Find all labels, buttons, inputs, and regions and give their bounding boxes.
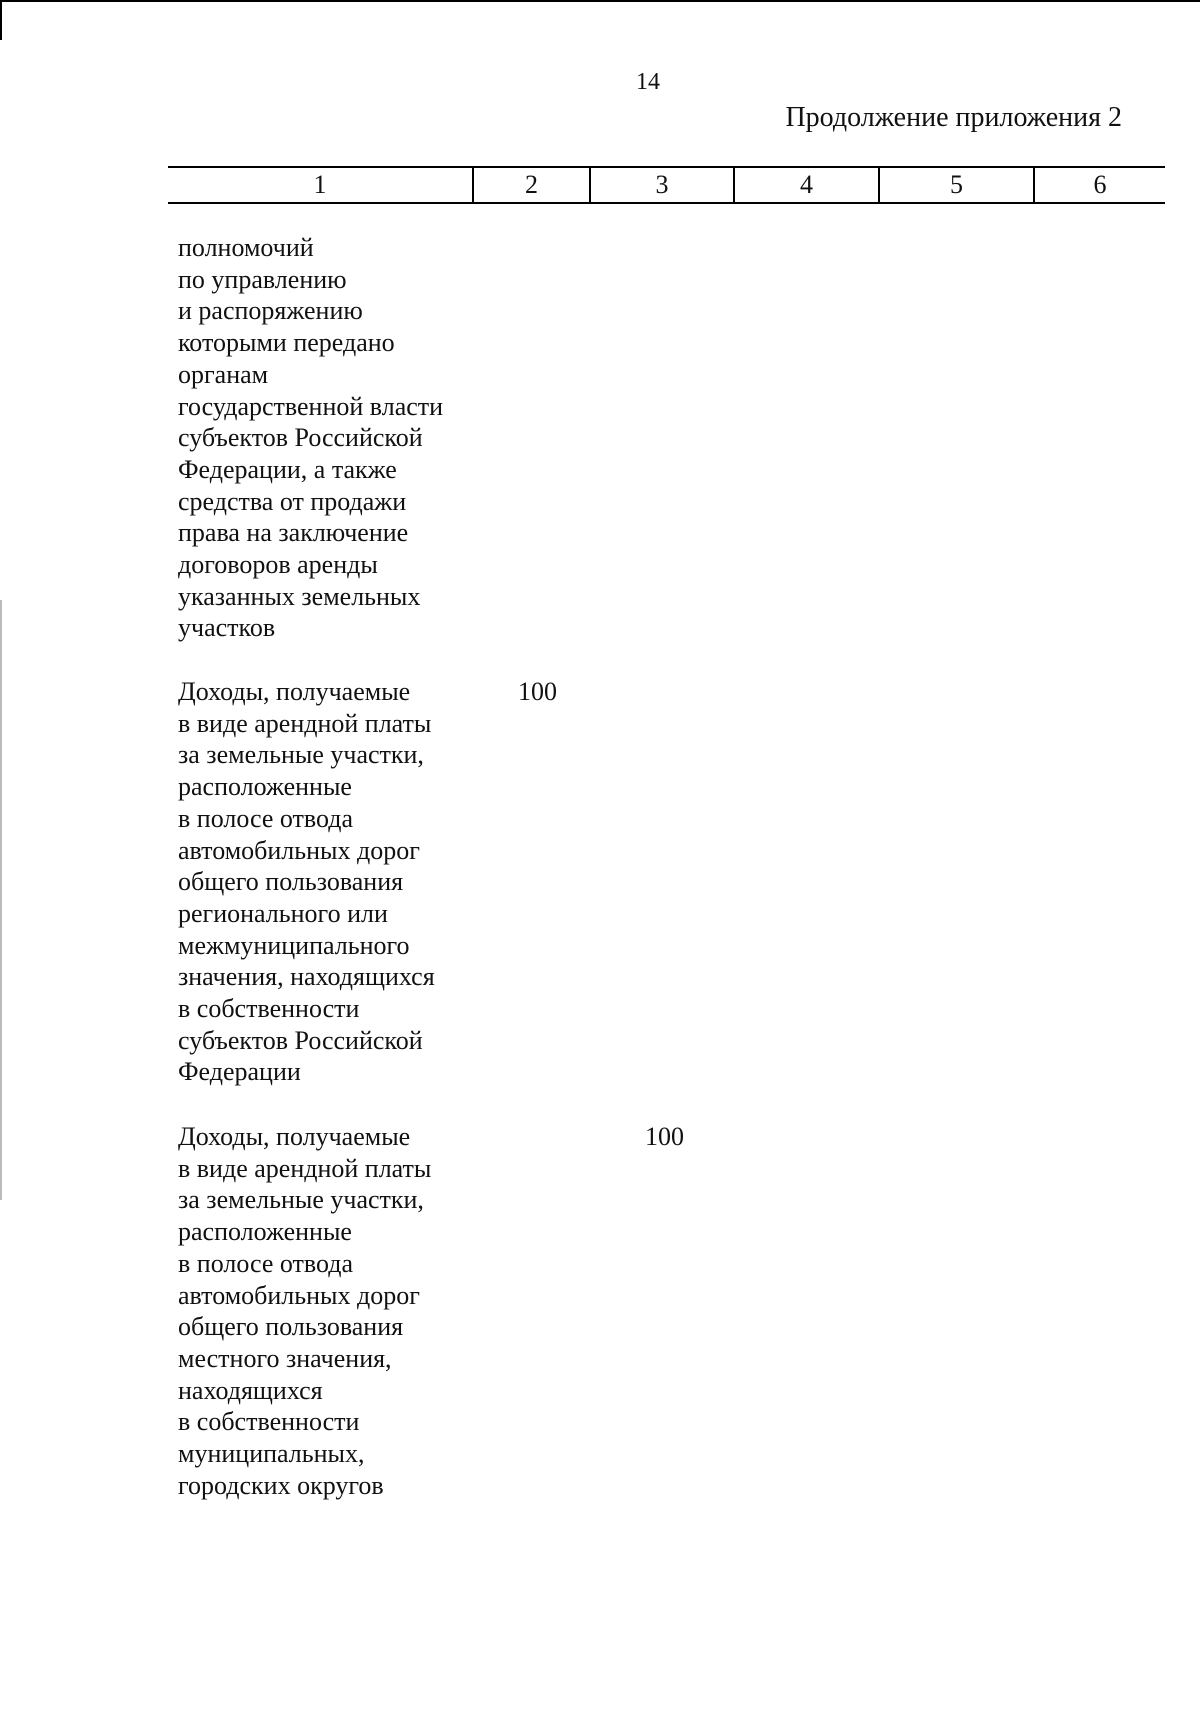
text-line: органам (178, 359, 269, 389)
column-header-4: 4 (735, 168, 880, 202)
text-line: расположенные (178, 772, 352, 802)
text-line: государственной власти (178, 391, 444, 421)
table-header-row (168, 166, 1165, 204)
text-line: которыми передано (178, 328, 395, 358)
text-line: указанных земельных (178, 581, 421, 611)
table-row-3-description (178, 1121, 478, 1501)
text-line: муниципальных, (178, 1439, 365, 1469)
text-line: находящихся (178, 1375, 323, 1405)
scan-border-left (0, 0, 2, 1717)
text-line: полномочий (178, 233, 314, 262)
text-line: участков (178, 613, 276, 643)
text-line: по управлению (178, 264, 347, 294)
text-line: значения, находящихся (178, 962, 435, 992)
text-line: Федерации, а также (178, 454, 397, 484)
text-line: в полосе отвода (178, 803, 354, 833)
text-line: в собственности (178, 1407, 360, 1437)
text-line: в собственности (178, 994, 360, 1024)
column-header-2: 2 (474, 168, 591, 202)
text-line: расположенные (178, 1217, 352, 1247)
text-line: Доходы, получаемые (178, 677, 411, 706)
column-header-6: 6 (1093, 170, 1107, 199)
text-line: общего пользования (178, 1312, 404, 1342)
table-row-3-column-3-value: 100 (645, 1122, 684, 1151)
text-line: регионального или (178, 898, 388, 928)
text-line: права на заключение (178, 518, 409, 548)
column-header-5: 5 (880, 168, 1035, 202)
text-line: автомобильных дорог (178, 1280, 420, 1310)
text-line: субъектов Российской (178, 1025, 423, 1055)
appendix-continuation-label: Продолжение приложения 2 (785, 102, 1122, 133)
text-line: средства от продажи (178, 486, 407, 516)
column-header-1: 1 (168, 168, 474, 202)
text-line: субъектов Российской (178, 423, 423, 453)
text-line: Федерации (178, 1057, 301, 1087)
text-line: городских округов (178, 1470, 384, 1500)
text-line: и распоряжению (178, 296, 363, 326)
text-line: общего пользования (178, 867, 404, 897)
table-row-2-column-2-value: 100 (518, 677, 557, 706)
text-line: Доходы, получаемые (178, 1122, 411, 1151)
column-header-3: 3 (591, 168, 735, 202)
scan-border-top (0, 0, 1200, 2)
text-line: в виде арендной платы (178, 1153, 432, 1183)
text-line: в виде арендной платы (178, 708, 432, 738)
text-line: межмуниципального (178, 930, 410, 960)
table-row-2-description (178, 676, 478, 1088)
text-line: договоров аренды (178, 550, 378, 580)
text-line: за земельные участки, (178, 740, 424, 770)
table-row-1-description (178, 232, 478, 644)
text-line: автомобильных дорог (178, 835, 420, 865)
text-line: за земельные участки, (178, 1185, 424, 1215)
text-line: местного значения, (178, 1343, 392, 1373)
page-number: 14 (636, 69, 660, 95)
text-line: в полосе отвода (178, 1248, 354, 1278)
